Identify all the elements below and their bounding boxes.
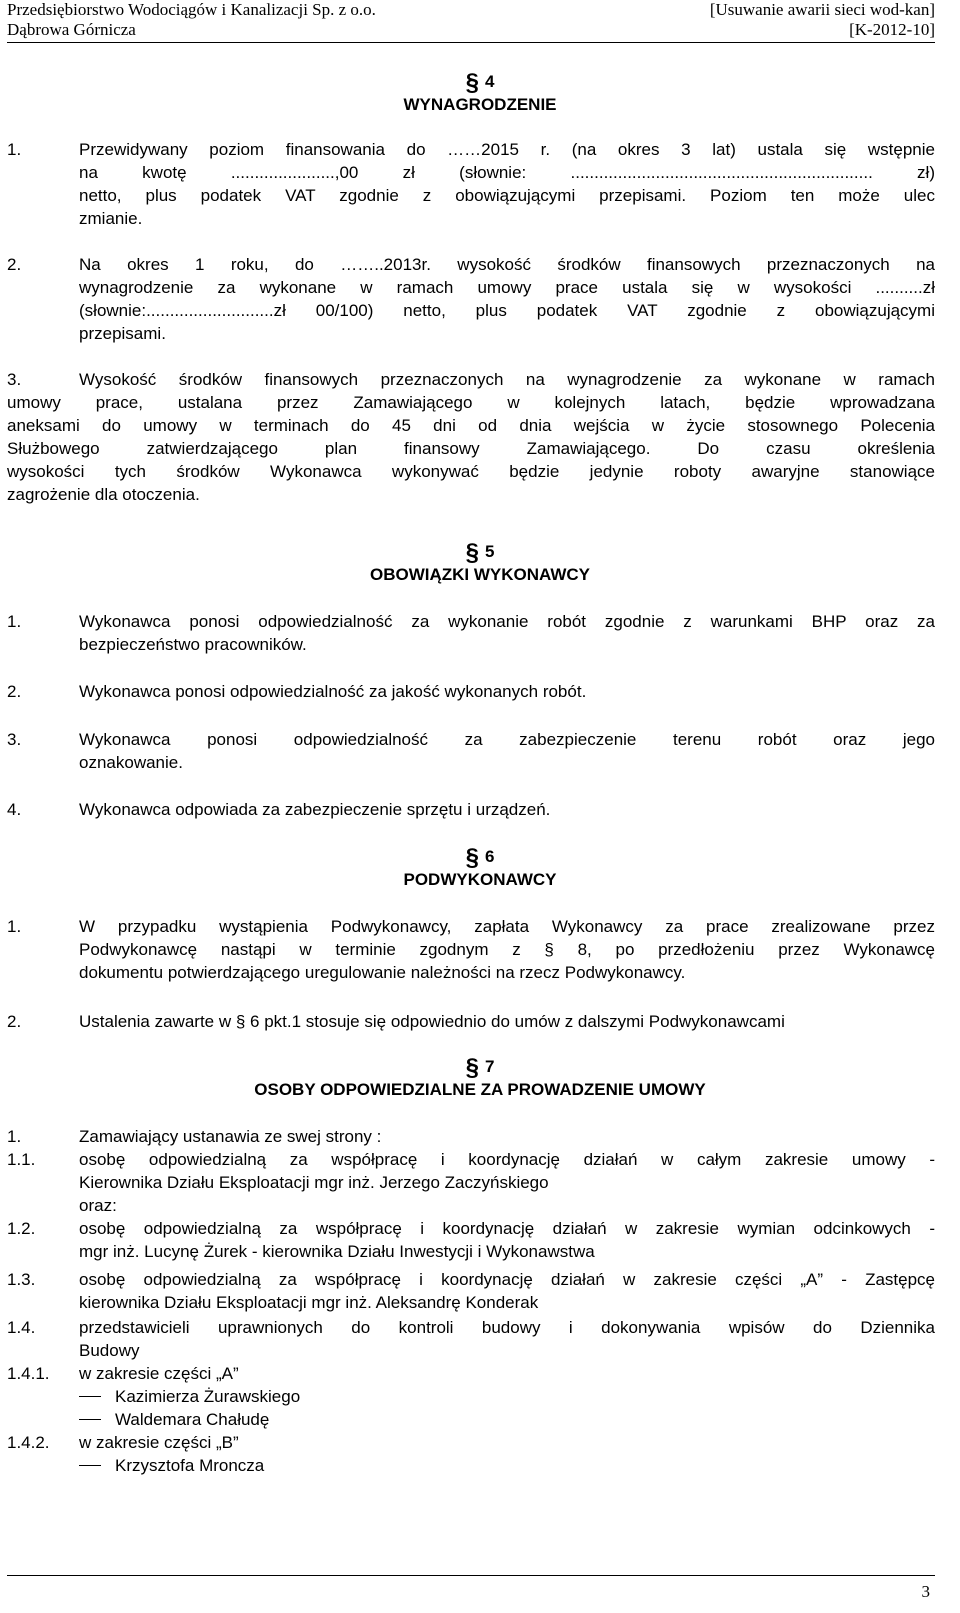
s5-paragraph-1: [7, 610, 935, 656]
dash-bullet-icon: [79, 1396, 101, 1397]
paragraph-line: w zakresie części „A”: [79, 1364, 239, 1383]
section-7-heading: [0, 1055, 960, 1101]
header-divider: [7, 42, 935, 43]
section-6-heading: [0, 845, 960, 891]
section-title: OSOBY ODPOWIEDZIALNE ZA PROWADZENIE UMOWY: [254, 1080, 706, 1099]
s6-paragraph-1: [7, 915, 935, 984]
paragraph-line: (słownie:...........................zł 00/100) netto, plus podatek VAT zgodnie z obowiązującymi: [79, 301, 935, 320]
person-name: Krzysztofa Mroncza: [115, 1456, 265, 1475]
dash-bullet-icon: [79, 1465, 101, 1466]
paragraph-line: Podwykonawcę nastąpi w terminie zgodnym z § 8, po przedłożeniu przez Wykonawcę: [79, 940, 935, 959]
s5-paragraph-2: [7, 680, 935, 703]
section-number: 7: [484, 1057, 495, 1076]
paragraph-line: przedstawicieli uprawnionych do kontroli budowy i dokonywania wpisów do Dziennika: [79, 1318, 935, 1337]
header-doc-code: [K-2012-10]: [849, 20, 935, 39]
paragraph-number: 2.: [7, 1012, 22, 1031]
paragraph-line: oraz:: [79, 1196, 117, 1215]
paragraph-line: Budowy: [79, 1341, 140, 1360]
section-5-heading: [0, 540, 960, 586]
paragraph-number: 1.4.2.: [7, 1433, 50, 1452]
person-list-item: [79, 1385, 300, 1408]
section-title: WYNAGRODZENIE: [403, 95, 557, 114]
s4-paragraph-2: [7, 253, 935, 345]
header-org-name: Przedsiębiorstwo Wodociągów i Kanalizacji Sp. z o.o.: [7, 0, 376, 19]
paragraph-line: Służbowego zatwierdzającego plan finansowy Zamawiającego. Do czasu określenia: [7, 439, 935, 458]
paragraph-number: 1.: [7, 1127, 22, 1146]
section-number: 6: [484, 847, 495, 866]
paragraph-number: 2.: [7, 682, 22, 701]
paragraph-line: Wykonawca odpowiada za zabezpieczenie sprzętu i urządzeń.: [79, 800, 551, 819]
paragraph-number: 3.: [7, 730, 22, 749]
section-symbol: §: [465, 1054, 479, 1081]
paragraph-line: w zakresie części „B”: [79, 1433, 239, 1452]
paragraph-line: Ustalenia zawarte w § 6 pkt.1 stosuje się odpowiednio do umów z dalszymi Podwykonawcami: [79, 1012, 785, 1031]
paragraph-line: osobę odpowiedzialną za współpracę i koordynację działań w zakresie części „A” - Zastępcę: [79, 1270, 935, 1289]
footer-divider: [7, 1575, 935, 1576]
s7-paragraph-1-2: [7, 1217, 935, 1263]
paragraph-line: na kwotę ......................,00 zł (słownie: ................................................................ zł): [79, 163, 935, 182]
paragraph-line: Na okres 1 roku, do ……..2013r. wysokość środków finansowych przeznaczonych na: [79, 255, 935, 274]
paragraph-line: umowy prace, ustalana przez Zamawiającego w kolejnych latach, będzie wprowadzana: [7, 393, 935, 412]
s7-paragraph-1-4: [7, 1316, 935, 1362]
paragraph-line: Wysokość środków finansowych przeznaczonych na wynagrodzenie za wykonane w ramach: [79, 370, 935, 389]
paragraph-line: oznakowanie.: [79, 753, 183, 772]
paragraph-line: kierownika Działu Eksploatacji mgr inż. Aleksandrę Konderak: [79, 1293, 539, 1312]
person-name: Waldemara Chałudę: [115, 1410, 270, 1429]
page-header: [0, 0, 960, 44]
dash-bullet-icon: [79, 1419, 101, 1420]
section-number: 5: [484, 542, 495, 561]
s7-paragraph-1-1: [7, 1148, 935, 1217]
person-name: Kazimierza Żurawskiego: [115, 1387, 301, 1406]
s7-paragraph-1-3: [7, 1268, 935, 1314]
section-title: OBOWIĄZKI WYKONAWCY: [369, 565, 591, 584]
person-list-item: [79, 1408, 269, 1431]
section-symbol: §: [465, 69, 479, 96]
header-org-city: Dąbrowa Górnicza: [7, 20, 136, 39]
header-organization: [7, 0, 376, 40]
paragraph-number: 1.4.: [7, 1318, 36, 1337]
section-number: 4: [484, 72, 495, 91]
paragraph-number: 1.1.: [7, 1150, 36, 1169]
s7-paragraph-1-4-1: [7, 1362, 935, 1385]
paragraph-line: Wykonawca ponosi odpowiedzialność za jakość wykonanych robót.: [79, 682, 587, 701]
paragraph-line: Wykonawca ponosi odpowiedzialność za zabezpieczenie terenu robót oraz jego: [79, 730, 935, 749]
paragraph-number: 4.: [7, 800, 22, 819]
paragraph-line: mgr inż. Lucynę Żurek - kierownika Działu Inwestycji i Wykonawstwa: [79, 1242, 595, 1261]
s5-paragraph-4: [7, 798, 935, 821]
paragraph-number: 1.2.: [7, 1219, 36, 1238]
paragraph-number: 2.: [7, 255, 22, 274]
s4-paragraph-1: [7, 138, 935, 230]
paragraph-number: 1.3.: [7, 1270, 36, 1289]
s4-paragraph-3-continued: [7, 391, 935, 506]
paragraph-line: W przypadku wystąpienia Podwykonawcy, zapłata Wykonawcy za prace zrealizowane przez: [79, 917, 935, 936]
paragraph-line: Kierownika Działu Eksploatacji mgr inż. Jerzego Zaczyńskiego: [79, 1173, 549, 1192]
paragraph-line: Wykonawca ponosi odpowiedzialność za wykonanie robót zgodnie z warunkami BHP oraz za: [79, 612, 935, 631]
header-doc-title: [Usuwanie awarii sieci wod-kan]: [709, 0, 935, 19]
paragraph-line: przepisami.: [79, 324, 166, 343]
paragraph-number: 1.: [7, 917, 22, 936]
s7-paragraph-1: [7, 1125, 935, 1148]
section-4-heading: [0, 70, 960, 116]
paragraph-line: netto, plus podatek VAT zgodnie z obowiązującymi przepisami. Poziom ten może ulec: [79, 186, 935, 205]
paragraph-line: wysokości tych środków Wykonawca wykonywać będzie jedynie roboty awaryjne stanowiące: [7, 462, 935, 481]
s7-paragraph-1-4-2: [7, 1431, 935, 1454]
paragraph-line: Zamawiający ustanawia ze swej strony :: [79, 1127, 382, 1146]
s5-paragraph-3: [7, 728, 935, 774]
paragraph-line: zagrożenie dla otoczenia.: [7, 485, 200, 504]
section-symbol: §: [465, 844, 479, 871]
paragraph-number: 3.: [7, 370, 22, 389]
person-list-item: [79, 1454, 264, 1477]
paragraph-line: aneksami do umowy w terminach do 45 dni od dnia wejścia w życie stosownego Polecenia: [7, 416, 935, 435]
paragraph-line: zmianie.: [79, 209, 143, 228]
s6-paragraph-2: [7, 1010, 935, 1033]
section-symbol: §: [465, 539, 479, 566]
paragraph-number: 1.: [7, 612, 22, 631]
paragraph-line: Przewidywany poziom finansowania do ……2015 r. (na okres 3 lat) ustala się wstępnie: [79, 140, 935, 159]
paragraph-number: 1.: [7, 140, 22, 159]
paragraph-line: wynagrodzenie za wykonane w ramach umowy prace ustala się w wysokości ..........zł: [79, 278, 935, 297]
header-document: [710, 0, 935, 40]
paragraph-line: dokumentu potwierdzającego uregulowanie należności na rzecz Podwykonawcy.: [79, 963, 686, 982]
paragraph-line: bezpieczeństwo pracowników.: [79, 635, 307, 654]
paragraph-number: 1.4.1.: [7, 1364, 50, 1383]
paragraph-line: osobę odpowiedzialną za współpracę i koordynację działań w zakresie wymian odcinkowych -: [79, 1219, 935, 1238]
paragraph-line: osobę odpowiedzialną za współpracę i koordynację działań w całym zakresie umowy -: [79, 1150, 935, 1169]
section-title: PODWYKONAWCY: [403, 870, 557, 889]
page-number: 3: [921, 1582, 930, 1601]
